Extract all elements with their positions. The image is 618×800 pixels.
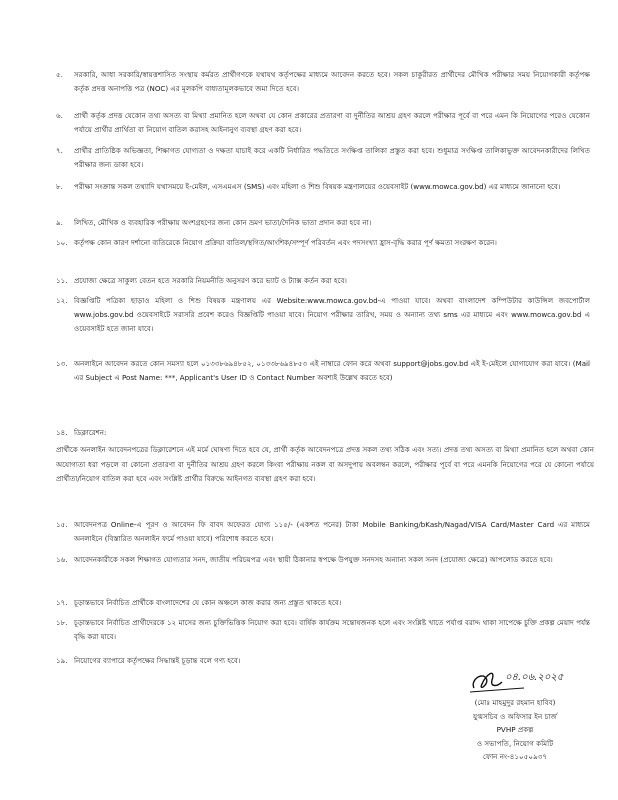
item-text: বিজ্ঞপ্তিটি পত্রিকা ছাড়াও মহিলা ও শিশু বিষয়ক মন্ত্রণালয় এর Website:www.mowca.gov.bd-এ পাওয়া যাবে। অথবা বাংলাদেশ কম্পিউটার কাউন্সিল জবপোর্টাল www.jobs.gov.bd ওয়েবসাইটে সরাসরি প্রবেশ করেও বিজ্ঞপ্তিটি পাওয়া যাবে। নিয়োগ পরীক্ষার তারিখ, সময় ও অন্যান্য তথ্য sms এর মাধ্যমে এবং www.mowca.gov.bd এ ওয়েবসাইট হতে জানা যাবে। (74, 296, 590, 333)
item-number: ১৫. (56, 520, 68, 529)
list-item-10 (56, 236, 590, 250)
item-number: ৬. (56, 111, 63, 120)
list-item-17 (56, 596, 590, 610)
item-text: প্রার্থী কর্তৃক প্রদত্ত যেকোন তথ্য অসত্য বা মিথ্যা প্রমানিত হলে অথবা যে কোন প্রকারের প্রতারণা বা দুর্নীতির আশ্রয় গ্রহণ করলে পরীক্ষার পূর্বে বা পরে এমন কি নিয়োগের পরেও যেকোন পর্যায়ে প্রার্থীর প্রার্থিতা বা নিয়োগ বাতিল করাসহ আইনানুগ ব্যবস্থা গ্রহণ করা হবে। (74, 111, 590, 134)
item-number: ১৩. (56, 359, 68, 368)
item-text: চূড়ান্তভাবে নির্বাচিত প্রার্থীদেরকে ১২ মাসের জন্য চুক্তিভিত্তিক নিয়োগ করা হবে। বার্ষিক কার্যক্রম সন্তোষজনক হলে এবং সংশ্লিষ্ট খাতে পর্যাপ্ত বরাদ্দ থাকা সাপেক্ষে চুক্তি প্রকল্প মেয়াদ পর্যন্ত বৃদ্ধি করা যাবে। (74, 618, 590, 641)
list-item-7 (56, 144, 590, 172)
item-number: ৭. (56, 146, 63, 155)
signature-date: ০৪.০৬.২০২৫ (505, 672, 564, 683)
signatory-designation: যুগ্মসচিব ও অফিসার ইন চার্জ (473, 711, 557, 721)
item-text: সরকারি, আধা সরকারি/স্বায়ত্তশাসিত সংস্থায় কর্মরত প্রার্থীগণকে যথাযথ কর্তৃপক্ষের মাধ্যমে আবেদন করতে হবে। সকল চাকুরীরত প্রার্থীদের মৌখিক পরীক্ষার সময় নিয়োগকারী কর্তৃপক্ষ কর্তৃক প্রদত্ত অনাপত্তি পত্র (NOC) এর মূলকপি বাধ্যতামূলকভাবে জমা দিতে হবে। (74, 70, 590, 93)
item-number: ১৮. (56, 618, 68, 627)
item-number: ৫. (56, 70, 63, 79)
signatory-name: (মোঃ মাহমুদুর রহমান হাবিব) (474, 698, 556, 707)
declaration-paragraph: প্রার্থীকে অনলাইন আবেদনপত্রের ডিক্লারেশনে এই মর্মে ঘোষণা দিতে হবে যে, প্রার্থী কর্তৃক আবেদনপত্রে প্রদত্ত সকল তথ্য সঠিক এবং সত্য। প্রদত্ত তথ্য অসত্য বা মিথ্যা প্রমানিত হলে অথবা কোন অযোগ্যতা ধরা পড়লে বা কোনো প্রতারণা বা দুর্নীতির আশ্রয় গ্রহণ করলে কিংবা পরীক্ষায় নকল বা অসদুপায় অবলম্বন করলে, পরীক্ষার পূর্বে বা পরে এমনকি নিয়োগের পরে যে কোনো পর্যায়ে প্রার্থীতা/নিয়োগ বাতিল করা হবে এবং সংশ্লিষ্ট প্রার্থীর বিরুদ্ধে আইনগত ব্যবস্থা গ্রহণ করা হবে। (56, 445, 594, 484)
item-text: প্রার্থীর প্রাতিষ্ঠিক অভিজ্ঞতা, শিক্ষাগত যোগ্যতা ও দক্ষতা যাচাই করে একটি নির্ধারিত পদ্ধতিতে সংক্ষিপ্ত তালিকা প্রস্তুত করা হবে। শুধুমাত্র সংক্ষিপ্ত তালিকাভুক্ত আবেদনকারীদের লিখিত পরীক্ষার জন্য ডাকা হবে। (74, 146, 590, 169)
list-item-15 (56, 518, 590, 546)
signatory-project: PVHP প্রকল্প (496, 725, 534, 735)
item-number: ১৬. (56, 555, 68, 564)
item-text: আবেদনপত্র Online-এ পূরণ ও আবেদন ফি বাবদ অফেরত যোগ্য ১১৫/- (একশত পনের) টাকা Mobile Banking/bKash/Nagad/VISA Card/Master Card এর মাধ্যমে অনলাইনে (বিস্তারিত অনলাইন ফর্মে পাওয়া যাবে) পরিশোধ করতে হবে। (74, 520, 590, 543)
item-text: চূড়ান্তভাবে নির্বাচিত প্রার্থীকে বাংলাদেশের যে কোন অঞ্চলে কাজ করার জন্য প্রস্তুত থাকতে হবে। (74, 598, 342, 607)
list-item-5 (56, 68, 590, 96)
list-item-8 (56, 180, 590, 194)
item-number: ১২. (56, 296, 68, 305)
item-text: নিয়োগের ব্যাপারে কর্তৃপক্ষের সিদ্ধান্তই চূড়ান্ত বলে গণ্য হবে। (74, 656, 241, 665)
list-item-13 (56, 357, 590, 385)
list-item-9 (56, 216, 590, 230)
list-item-16 (56, 553, 590, 567)
signature-block (440, 696, 590, 764)
item-number: ১৯. (56, 656, 68, 665)
item-number: ১৪. (56, 428, 68, 437)
item-text: ডিক্লারেশন: (74, 428, 107, 437)
item-text: অনলাইনে আবেদন করতে কোন সমস্যা হলে ০১৩৩৮৬৯৪৮৫২, ০১৩৩৮৬৯৪৮৫৩ এই নাম্বারে ফোন করে অথবা support@jobs.gov.bd এই ই-মেইলে যোগাযোগ করা যাবে। (Mail এর Subject এ Post Name: ***, Applicant's User ID ও Contact Number অবশ্যই উল্লেখ করতে হবে) (74, 359, 590, 382)
list-item-6 (56, 109, 590, 137)
signatory-phone: ফোন নং-৪১০৫০৯৩৭ (482, 752, 548, 762)
list-item-12 (56, 294, 590, 336)
item-text: কর্তৃপক্ষ কোন কারণ দর্শানো ব্যতিরেকে নিয়োগ প্রক্রিয়া বাতিল/স্থগিত/আংশিক/সম্পূর্ণ পরিবর্তন এবং পদসংখ্যা হ্রাস-বৃদ্ধি করার পূর্ণ ক্ষমতা সংরক্ষণ করেন। (74, 238, 497, 247)
item-number: ১৭. (56, 598, 68, 607)
item-number: ১০. (56, 238, 68, 247)
item-number: ১১. (56, 276, 68, 285)
item-number: ৮. (56, 182, 63, 191)
list-item-14 (56, 426, 590, 440)
list-item-11 (56, 274, 590, 288)
item-text: পরীক্ষা সংক্রান্ত সকল তথ্যাদি যথাসময়ে ই-মেইল, এসএমএস (SMS) এবং মহিলা ও শিশু বিষয়ক মন্ত্রণালয়ের ওয়েবসাইট (www.mowca.gov.bd) এর মাধ্যমে জানানো হবে। (74, 182, 561, 191)
item-text: লিখিত, মৌখিক ও ব্যবহারিক পরীক্ষায় অংশগ্রহণের জন্য কোন ভ্রমণ ভাতা/দৈনিক ভাতা প্রদান করা হবে না। (74, 218, 372, 227)
item-text: প্রযোজ্য ক্ষেত্রে সাকুল্য বেতন হতে সরকারি নিয়মনীতি অনুসরণ করে ভ্যাট ও ট্যাক্স কর্তন করা হবে। (74, 276, 347, 285)
item-number: ৯. (56, 218, 63, 227)
item-text: আবেদনকারীকে সকল শিক্ষাগত যোগ্যতার সনদ, জাতীয় পরিচয়পত্র এবং স্থায়ী ঠিকানার স্বপক্ষে উপযুক্ত সনদসহ অন্যান্য সকল সনদ (প্রযোজ্য ক্ষেত্রে) আপলোড করতে হবে। (74, 555, 553, 564)
signatory-committee: ও সভাপতি, নিয়োগ কমিটি (476, 738, 554, 748)
list-item-18 (56, 616, 590, 644)
